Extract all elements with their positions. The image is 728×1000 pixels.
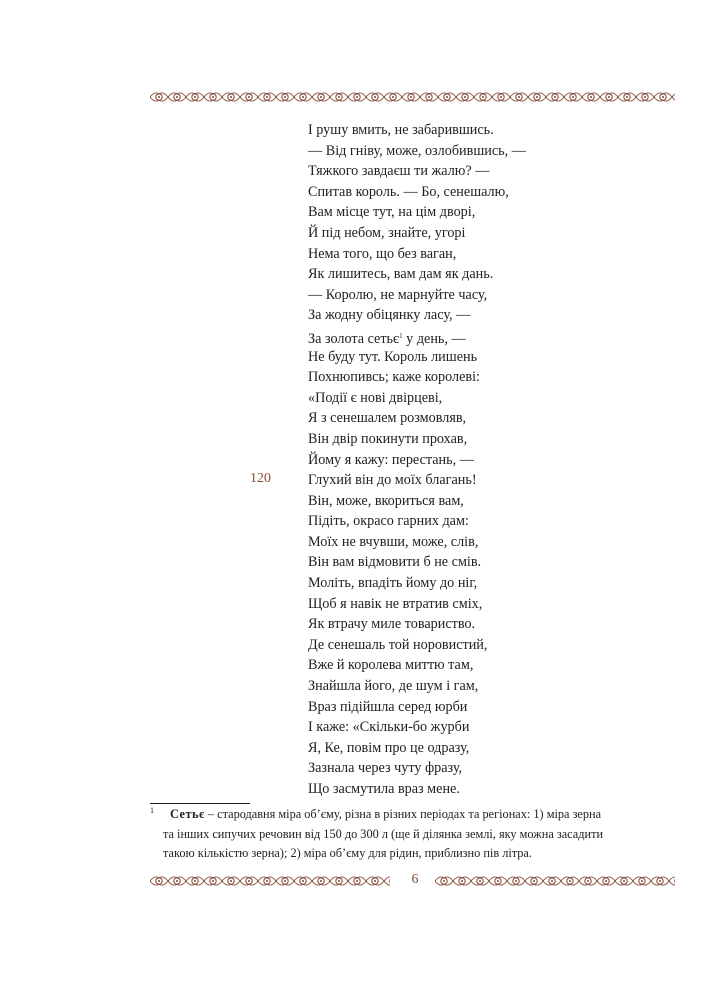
footnote-line-3: такою кількістю зерна); 2) міра об’єму для рідин, приблизно пів літра. xyxy=(163,846,532,860)
verse-line-text: За золота сетьє xyxy=(308,330,400,347)
footnote-reference[interactable]: 1 xyxy=(399,331,403,340)
verse-line xyxy=(308,532,688,553)
verse-line-text: Вже й королева миттю там, xyxy=(308,657,474,674)
verse-line xyxy=(308,491,688,512)
verse-line-text: Він, може, вкориться вам, xyxy=(308,492,464,509)
verse-line xyxy=(308,367,688,388)
verse-line xyxy=(308,182,688,203)
verse-line xyxy=(308,614,688,635)
footnote-line-2: та інших сипучих речовин від 150 до 300 л (ще й ділянка землі, яку можна засадити xyxy=(163,826,604,841)
verse-line-text: — Від гніву, може, озлобившись, — xyxy=(308,142,526,159)
poem-text xyxy=(308,120,688,800)
verse-line xyxy=(308,161,688,182)
verse-line-text: Нема того, що без ваган, xyxy=(308,245,457,262)
verse-line xyxy=(308,305,688,326)
verse-line xyxy=(308,594,688,615)
verse-line-number: 120 xyxy=(250,471,271,486)
verse-line xyxy=(308,264,688,285)
verse-line-text: — Королю, не марнуйте часу, xyxy=(308,286,488,303)
verse-line xyxy=(308,573,688,594)
verse-line xyxy=(308,326,688,347)
verse-line xyxy=(308,450,688,471)
verse-line-text: Я з сенешалем розмовляв, xyxy=(308,410,467,427)
verse-line xyxy=(308,717,688,738)
verse-line xyxy=(308,285,688,306)
verse-line-text: Як лишитесь, вам дам як дань. xyxy=(308,266,494,283)
verse-line xyxy=(308,244,688,265)
verse-line xyxy=(308,470,688,491)
footnote xyxy=(150,805,676,864)
top-ornament-border xyxy=(150,90,675,104)
verse-line xyxy=(308,120,688,141)
verse-line-text: І рушу вмить, не забарившись. xyxy=(308,122,494,138)
verse-line xyxy=(308,429,688,450)
verse-line-text: Як втрачу миле товариство. xyxy=(308,616,476,633)
verse-line-text: Знайшла його, де шум і гам, xyxy=(308,678,479,695)
verse-line xyxy=(308,655,688,676)
verse-line-text: Вам місце тут, на цім дворі, xyxy=(308,204,476,221)
verse-line xyxy=(308,552,688,573)
verse-line-text: Де сенешаль той норовистий, xyxy=(308,636,488,653)
verse-line-text: Щоб я навік не втратив сміх, xyxy=(308,595,483,612)
verse-line-text: Й під небом, знайте, угорі xyxy=(308,224,466,241)
footnote-divider xyxy=(150,803,250,804)
verse-line xyxy=(308,758,688,779)
verse-line-text: Йому я кажу: перестань, — xyxy=(308,451,474,468)
verse-line xyxy=(308,223,688,244)
verse-line-text: Моліть, впадіть йому до ніг, xyxy=(308,575,478,592)
verse-line xyxy=(308,141,688,162)
verse-line-text: Глухий він до моїх благань! xyxy=(308,472,477,489)
verse-line-text: За жодну обіцянку ласу, — xyxy=(308,307,471,324)
verse-line xyxy=(308,676,688,697)
verse-line xyxy=(308,779,688,800)
verse-line xyxy=(308,738,688,759)
verse-line-text: Тяжкого завдаєш ти жалю? — xyxy=(308,163,490,180)
footnote-marker: 1 xyxy=(150,806,154,815)
verse-line-text: Не буду тут. Король лишень xyxy=(308,348,478,365)
verse-line xyxy=(308,511,688,532)
verse-line xyxy=(308,388,688,409)
verse-line xyxy=(308,408,688,429)
footnote-line-1 xyxy=(170,805,676,825)
verse-line-text: Що засмутила враз мене. xyxy=(308,781,460,797)
verse-line xyxy=(308,635,688,656)
verse-line-text: І каже: «Скільки-бо журби xyxy=(308,719,470,736)
page-number: 6 xyxy=(411,872,419,887)
verse-line-text: Спитав король. — Бо, сенешалю, xyxy=(308,183,509,200)
bottom-ornament-right xyxy=(435,874,675,888)
verse-line-text: Він вам відмовити б не смів. xyxy=(308,554,482,571)
footnote-definition: – стародавня міра об’єму, різна в різних періодах та регіонах: 1) міра зерна xyxy=(204,807,602,821)
verse-line-text: Враз підійшла серед юрби xyxy=(308,698,468,715)
verse-line-text: Я, Ке, повім про це одразу, xyxy=(308,739,470,756)
verse-line-text: Зазнала через чуту фразу, xyxy=(308,760,463,777)
verse-line-text: Він двір покинути прохав, xyxy=(308,430,468,447)
bottom-ornament-left xyxy=(150,874,390,888)
verse-line-tail: у день, — xyxy=(402,330,466,347)
verse-line-text: Похнюпивсь; каже королеві: xyxy=(308,369,480,386)
verse-line xyxy=(308,697,688,718)
verse-line-text: Моїх не вчувши, може, слів, xyxy=(308,533,479,550)
verse-line xyxy=(308,347,688,368)
verse-line-text: Підіть, окрасо гарних дам: xyxy=(308,513,469,530)
footnote-term: Сетьє xyxy=(170,807,205,821)
verse-line xyxy=(308,202,688,223)
verse-line-text: «Події є нові двірцеві, xyxy=(308,389,443,406)
